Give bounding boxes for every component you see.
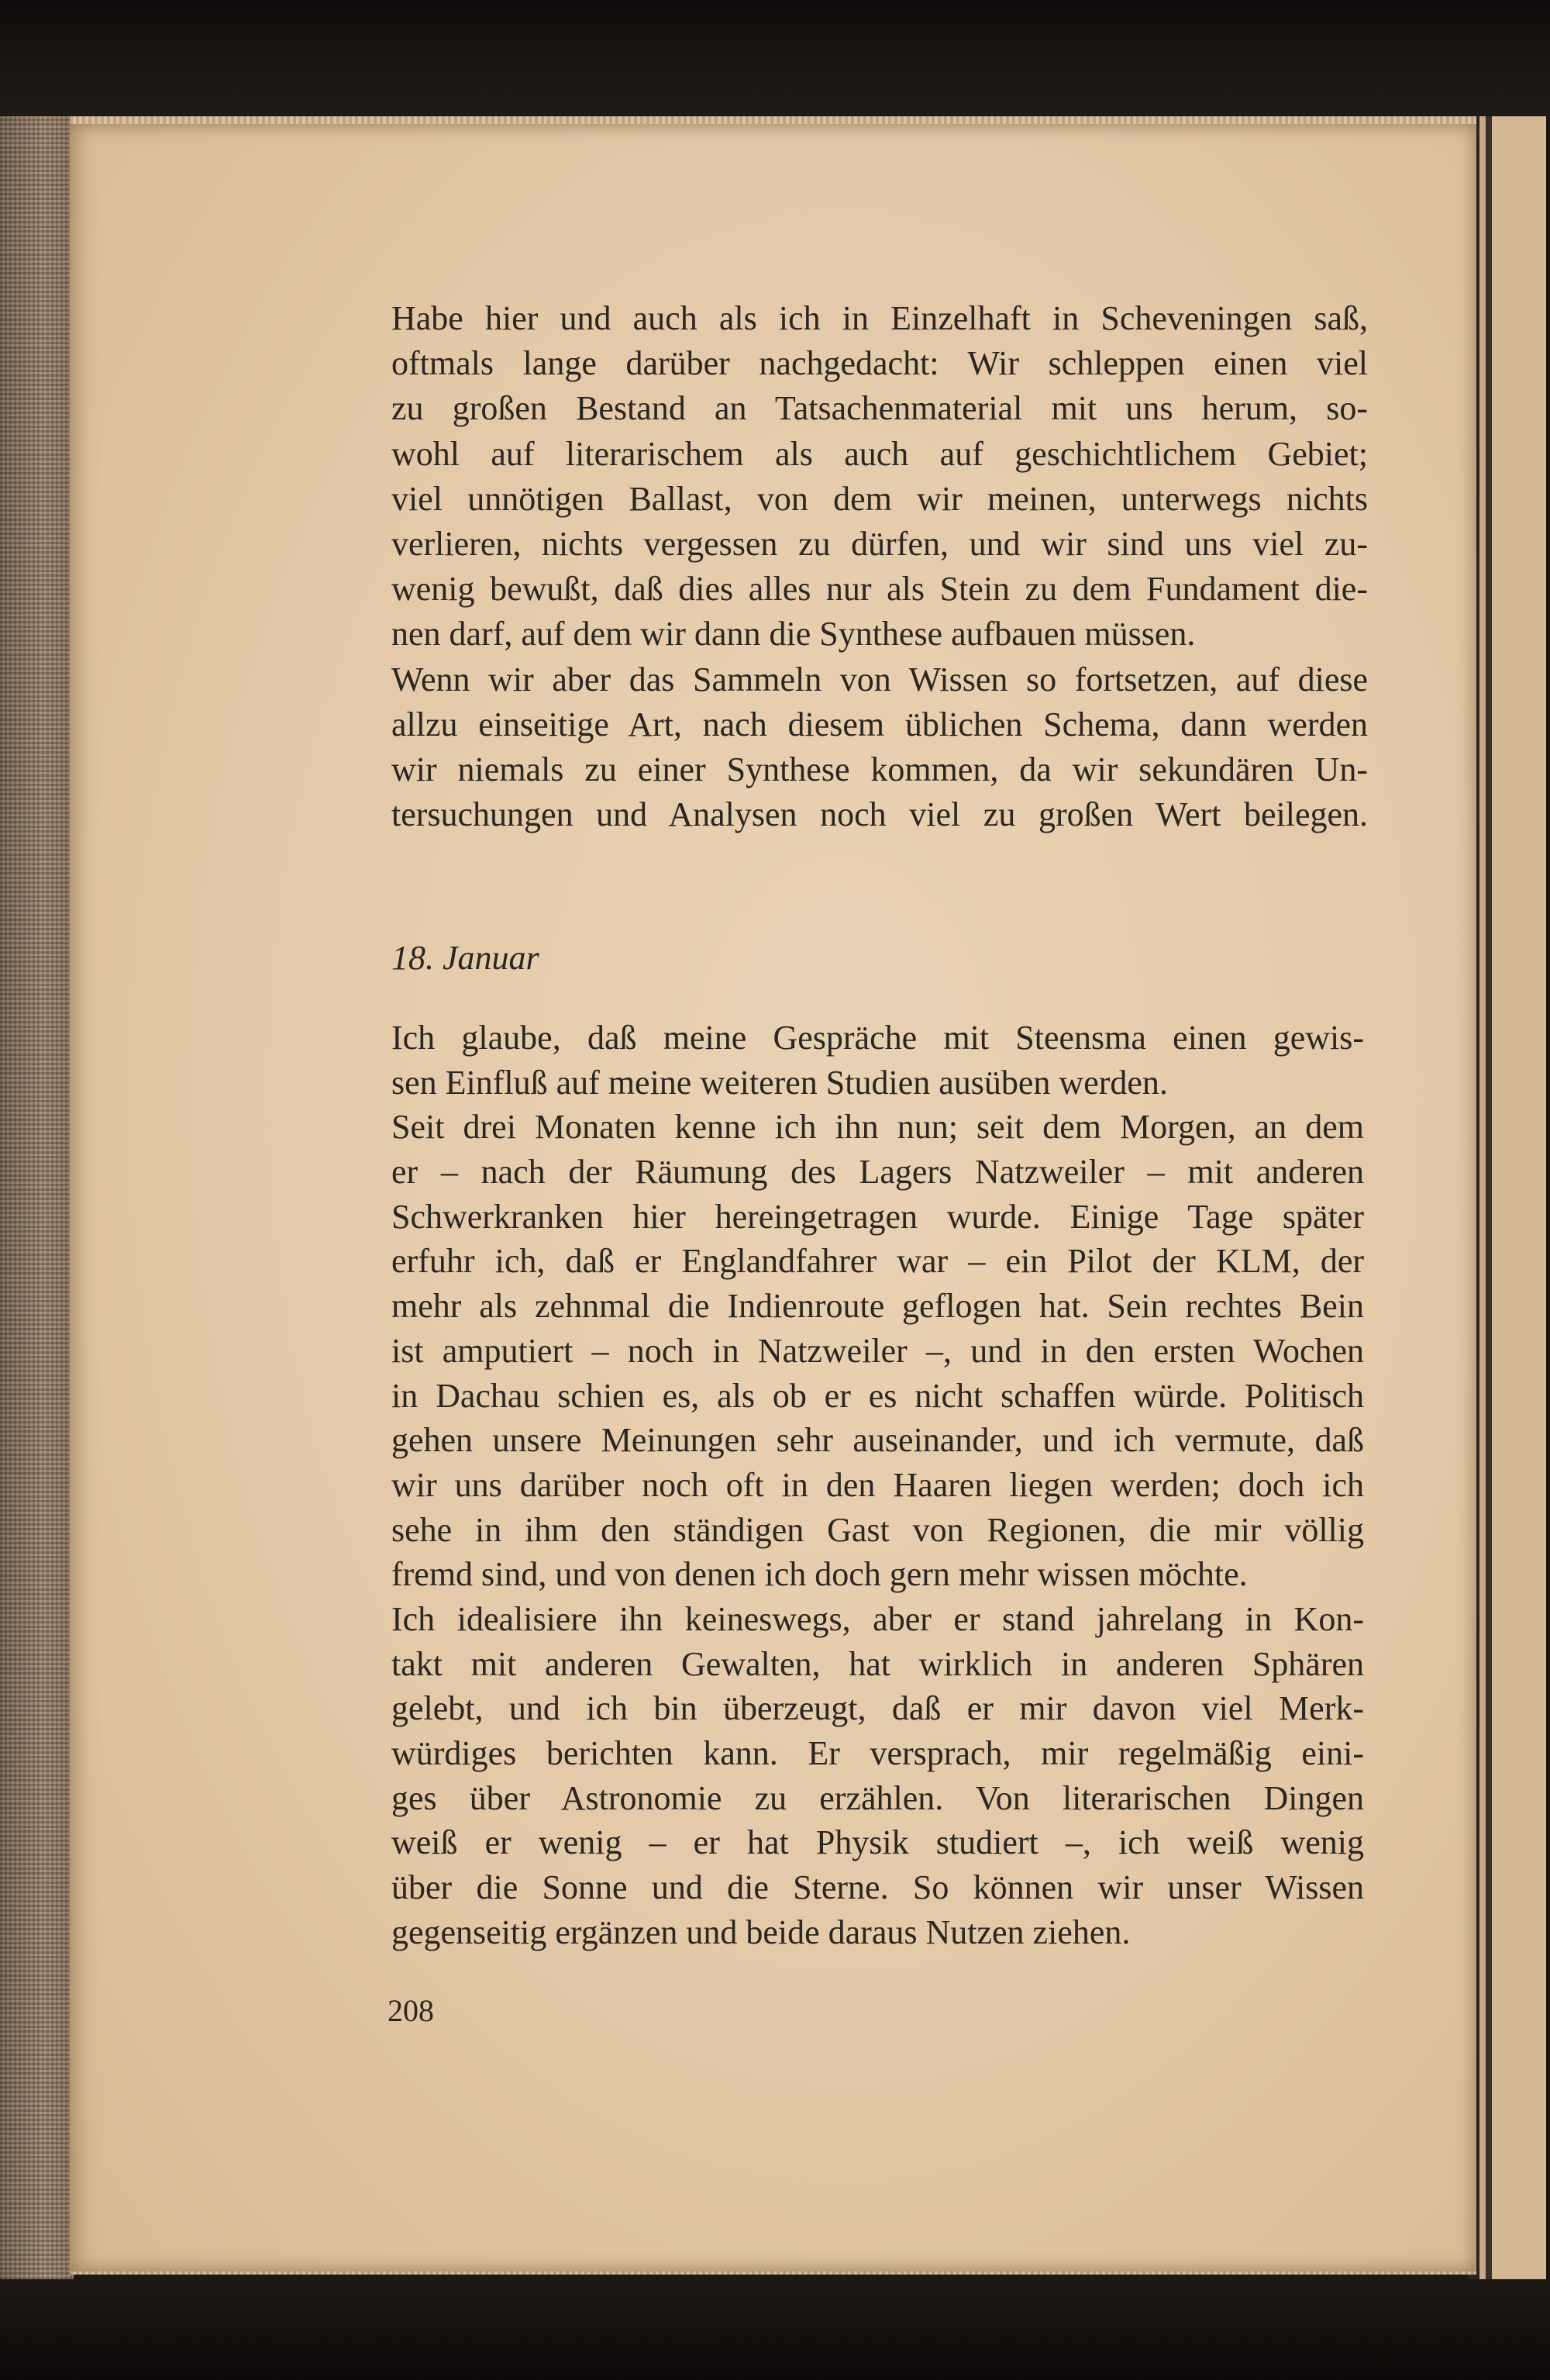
text-line: weiß er wenig – er hat Physik studiert –, ich weiß wenig (391, 1823, 1364, 1862)
text-line: gehen unsere Meinungen sehr auseinander, und ich vermute, daß (391, 1421, 1364, 1460)
text-line: gegenseitig ergänzen und beide daraus Nutzen ziehen. (391, 1913, 1131, 1951)
book-spine (0, 116, 74, 2279)
background-bottom (0, 2271, 1550, 2380)
text-line: er – nach der Räumung des Lagers Natzweiler – mit anderen (391, 1153, 1364, 1192)
text-line: Wenn wir aber das Sammeln von Wissen so fortsetzen, auf diese (391, 660, 1368, 698)
book-edge-right (1469, 116, 1550, 2279)
text-line: viel unnötigen Ballast, von dem wir meinen, unterwegs nichts (391, 479, 1368, 518)
text-line: in Dachau schien es, als ob er es nicht schaffen würde. Politisch (391, 1376, 1364, 1415)
text-line: mehr als zehnmal die Indienroute geflogen hat. Sein rechtes Bein (391, 1287, 1364, 1326)
text-line: Seit drei Monaten kenne ich ihn nun; seit dem Morgen, an dem (391, 1108, 1364, 1147)
text-line: Ich glaube, daß meine Gespräche mit Steensma einen gewis- (391, 1019, 1364, 1057)
text-line: ist amputiert – noch in Natzweiler –, und in den ersten Wochen (391, 1331, 1364, 1370)
text-line: fremd sind, und von denen ich doch gern mehr wissen möchte. (391, 1555, 1248, 1594)
text-line: oftmals lange darüber nachgedacht: Wir schleppen einen viel (391, 344, 1368, 383)
text-line: wir niemals zu einer Synthese kommen, da wir sekundären Un- (391, 750, 1368, 788)
text-line: wir uns darüber noch oft in den Haaren liegen werden; doch ich (391, 1465, 1364, 1504)
paragraph-2 (391, 1016, 1364, 1954)
background-top (0, 0, 1550, 128)
text-line: Schwerkranken hier hereingetragen wurde. Einige Tage später (391, 1197, 1364, 1236)
text-line: Habe hier und auch als ich in Einzelhaft in Scheveningen saß, (391, 299, 1368, 337)
text-line: ges über Astronomie zu erzählen. Von literarischen Dingen (391, 1778, 1364, 1817)
text-line: über die Sonne und die Sterne. So können wir unser Wissen (391, 1868, 1364, 1907)
text-line: allzu einseitige Art, nach diesem üblichen Schema, dann werden (391, 705, 1368, 743)
text-line: würdiges berichten kann. Er versprach, mir regelmäßig eini- (391, 1734, 1364, 1772)
text-line: wohl auf literarischem als auch auf geschichtlichem Gebiet; (391, 434, 1368, 473)
page-number: 208 (388, 1993, 434, 2028)
text-line: takt mit anderen Gewalten, hat wirklich in anderen Sphären (391, 1644, 1364, 1683)
text-line: sehe in ihm den ständigen Gast von Regionen, die mir völlig (391, 1510, 1364, 1549)
text-line: wenig bewußt, daß dies alles nur als Stein zu dem Fundament die- (391, 570, 1368, 609)
text-line: sen Einfluß auf meine weiteren Studien ausüben werden. (391, 1063, 1168, 1102)
text-line: Ich idealisiere ihn keineswegs, aber er stand jahrelang in Kon- (391, 1599, 1364, 1638)
text-line: zu großen Bestand an Tatsachenmaterial mit uns herum, so- (391, 389, 1368, 428)
text-line: verlieren, nichts vergessen zu dürfen, und wir sind uns viel zu- (391, 524, 1368, 563)
text-line: nen darf, auf dem wir dann die Synthese aufbauen müssen. (391, 615, 1196, 654)
text-line: gelebt, und ich bin überzeugt, daß er mir davon viel Merk- (391, 1689, 1364, 1728)
paragraph-1 (391, 296, 1368, 837)
text-line: tersuchungen und Analysen noch viel zu großen Wert beilegen. (391, 795, 1368, 834)
text-line: erfuhr ich, daß er Englandfahrer war – ein Pilot der KLM, der (391, 1242, 1364, 1281)
entry-date-heading: 18. Januar (391, 939, 539, 977)
